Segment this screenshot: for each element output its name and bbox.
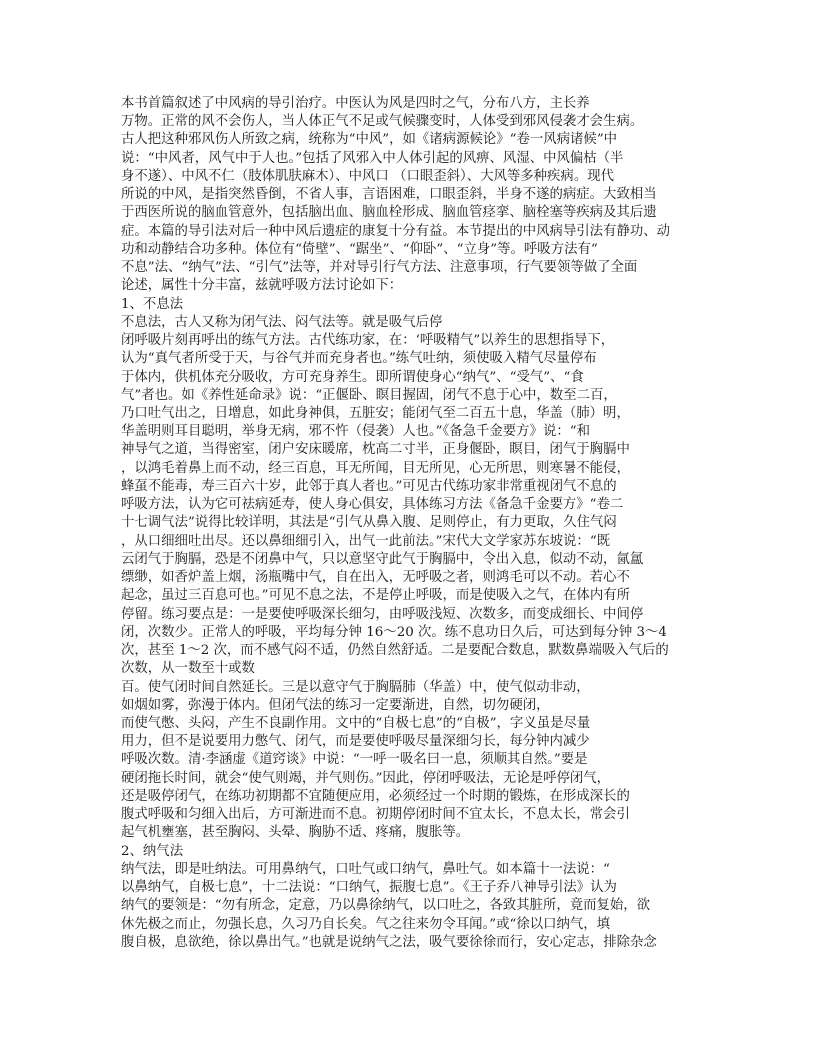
text-line: 呼吸方法，认为它可祛病延寿，使人身心俱安，具体练习方法《备急千金要方》“卷二 [121, 497, 624, 513]
text-line: ，以鸿毛着鼻上而不动，经三百息，耳无所闻，目无所见，心无所思，则寒暑不能侵， [121, 460, 630, 476]
text-line: 腹自极，息欲绝，徐以鼻出气。”也就是说纳气之法，吸气要徐徐而行，安心定志，排除杂念 [121, 934, 657, 950]
text-line: 休先极之而止，勿强长息，久习乃自长矣。气之往来勿令耳闻。”或“徐以口纳气，填 [121, 916, 611, 932]
text-line: 蜂虿不能毒，寿三百六十岁，此邻于真人者也。”可见古代练功家非常重视闭气不息的 [121, 478, 617, 494]
text-line: 华盖明则耳目聪明，举身无病，邪不忤（侵袭）人也。”《备急千金要方》说：“和 [121, 424, 590, 440]
text-line: 起念，虽过三百息可也。”可见不息之法，不是停止呼吸，而是使吸入之气，在体内有所 [121, 588, 630, 604]
text-line: 还是吸停闭气，在练功初期都不宜随便应用，必须经过一个时期的锻炼，在形成深长的 [121, 788, 630, 804]
text-line: 云闭气于胸膈，恐是不闭鼻中气，只以意坚守此气于胸膈中，令出入息，似动不动，氤氲 [121, 551, 644, 567]
text-line: ，从口细细吐出尽。还以鼻细细引入，出气一此前法。”宋代大文学家苏东坡说：“既 [121, 533, 611, 549]
text-line: 神导气之道，当得密室，闭户安床暖席，枕高二寸半，正身偃卧，瞑目，闭气于胸膈中 [121, 442, 630, 458]
text-line: 闭，次数少。正常人的呼吸，平均每分钟 16～20 次。练不息功日久后，可达到每分钟 3～4 [121, 624, 667, 640]
text-line: 不息”法、“纳气”法、“引气”法等，并对导引行气方法、注意事项，行气要领等做了全面 [121, 260, 638, 276]
text-line: 缥缈，如香炉盖上烟，汤瓶嘴中气，自在出入，无呼吸之者，则鸿毛可以不动。若心不 [121, 570, 630, 586]
section-heading: 1、不息法 [121, 296, 184, 312]
text-line: 腹式呼吸和匀细入出后，方可渐进而不息。初期停闭时间不宜太长，不息太长，常会引 [121, 807, 630, 823]
text-line: 本书首篇叙述了中风病的导引治疗。中医认为风是四时之气，分布八方，主长养 [121, 96, 590, 111]
text-line: 而使气憋、头闷，产生不良副作用。文中的“自极七息”的“自极”，字义虽是尽量 [121, 715, 591, 731]
text-line: 不息法，古人又称为闭气法、闷气法等。就是吸气后停 [121, 314, 443, 330]
text-line: 论述，属性十分丰富，兹就呼吸方法讨论如下： [121, 278, 403, 294]
text-line: 闭呼吸片刻再呼出的练气方法。古代练功家，在：‘呼吸精气”以养生的思想指导下， [121, 333, 615, 349]
text-line: 纳气法，即是吐纳法。可用鼻纳气，口吐气或口纳气，鼻吐气。如本篇十一法说：“ [121, 861, 610, 877]
document-page [121, 95, 721, 952]
text-line: 症。本篇的导引法对后一种中风后遗症的康复十分有益。本节提出的中风病导引法有静功、动 [121, 223, 671, 239]
text-line: 认为“真气者所受于天，与谷气并而充身者也。”练气吐纳，须使吸入精气尽量停布 [121, 351, 597, 367]
text-line: 百。使气闭时间自然延长。三是以意守气于胸膈肺（华盖）中，使气似动非动， [121, 679, 590, 695]
text-line: 身不遂）、中风不仁（肢体肌肤麻木）、中风口 （口眼歪斜）、大风等多种疾病。现代 [121, 168, 614, 184]
text-line: 气”者也。如《养性延命录》说：“正偃卧、瞑目握固，闭气不息于心中，数至二百， [121, 387, 617, 403]
section-heading: 2、纳气法 [121, 843, 184, 859]
text-line: 纳气的要领是：“勿有所念，定意，乃以鼻徐纳气，以口吐之，各致其脏所，竟而复始，欲 [121, 898, 651, 914]
text-line: 说：“中风者，风气中于人也。”包括了风邪入中人体引起的风痹、风湿、中风偏枯（半 [121, 150, 624, 166]
text-line: 起气机壅塞，甚至胸闷、头晕、胸胁不适、疼痛，腹胀等。 [121, 825, 470, 841]
text-line: 于西医所说的脑血管意外，包括脑出血、脑血栓形成、脑血管痉挛、脑栓塞等疾病及其后遗 [121, 205, 657, 221]
text-line: 停留。练习要点是：一是要使呼吸深长细匀，由呼吸浅短、次数多，而变成细长、中间停 [121, 606, 644, 622]
text-line: 次，甚至 1～2 次，而不感气闷不适，仍然自然舒适。二是要配合数息，默数鼻端吸入气后的 [121, 643, 669, 659]
text-line: 功和动静结合功多种。体位有“倚壁”、“踞坐”、“仰卧”、“立身”等。呼吸方法有“ [121, 241, 598, 257]
text-line: 乃口吐气出之，日增息，如此身神俱，五脏安；能闭气至二百五十息，华盖（肺）明， [121, 405, 630, 421]
text-line: 古人把这种邪风伤人所致之病，统称为“中风”，如《诸病源候论》“卷一风病诸候”中 [121, 132, 618, 148]
text-line: 硬闭拖长时间，就会“使气则竭，并气则伤。”因此，停闭呼吸法，无论是呼停闭气， [121, 770, 611, 786]
text-line: 十七调气法”说得比较详明，其法是“引气从鼻入腹、足则停止，有力更取，久住气闷 [121, 515, 617, 531]
text-line: 次数，从一数至十或数 [121, 661, 255, 677]
text-line: 所说的中风，是指突然昏倒，不省人事，言语困难，口眼歪斜，半身不遂的病症。大致相当 [121, 187, 657, 203]
text-line: 于体内，供机体充分吸收，方可充身养生。即所谓使身心“纳气”、“受气”、“食 [121, 369, 584, 385]
text-line: 如烟如雾，弥漫于体内。但闭气法的练习一定要渐进，自然，切勿硬闭， [121, 697, 550, 713]
text-line: 万物。正常的风不会伤人，当人体正气不足或气候骤变时，人体受到邪风侵袭才会生病。 [121, 114, 644, 130]
text-line: 以鼻纳气，自极七息”，十二法说：“口纳气，振腹七息”。《王子乔八神导引法》认为 [121, 880, 617, 896]
text-line: 呼吸次数。清·李涵虚《道窍谈》中说：“一呼一吸名曰一息，须顺其自然。”要是 [121, 752, 588, 768]
text-line: 用力，但不是说要用力憋气、闭气，而是要使呼吸尽量深细匀长，每分钟内减少 [121, 734, 590, 750]
